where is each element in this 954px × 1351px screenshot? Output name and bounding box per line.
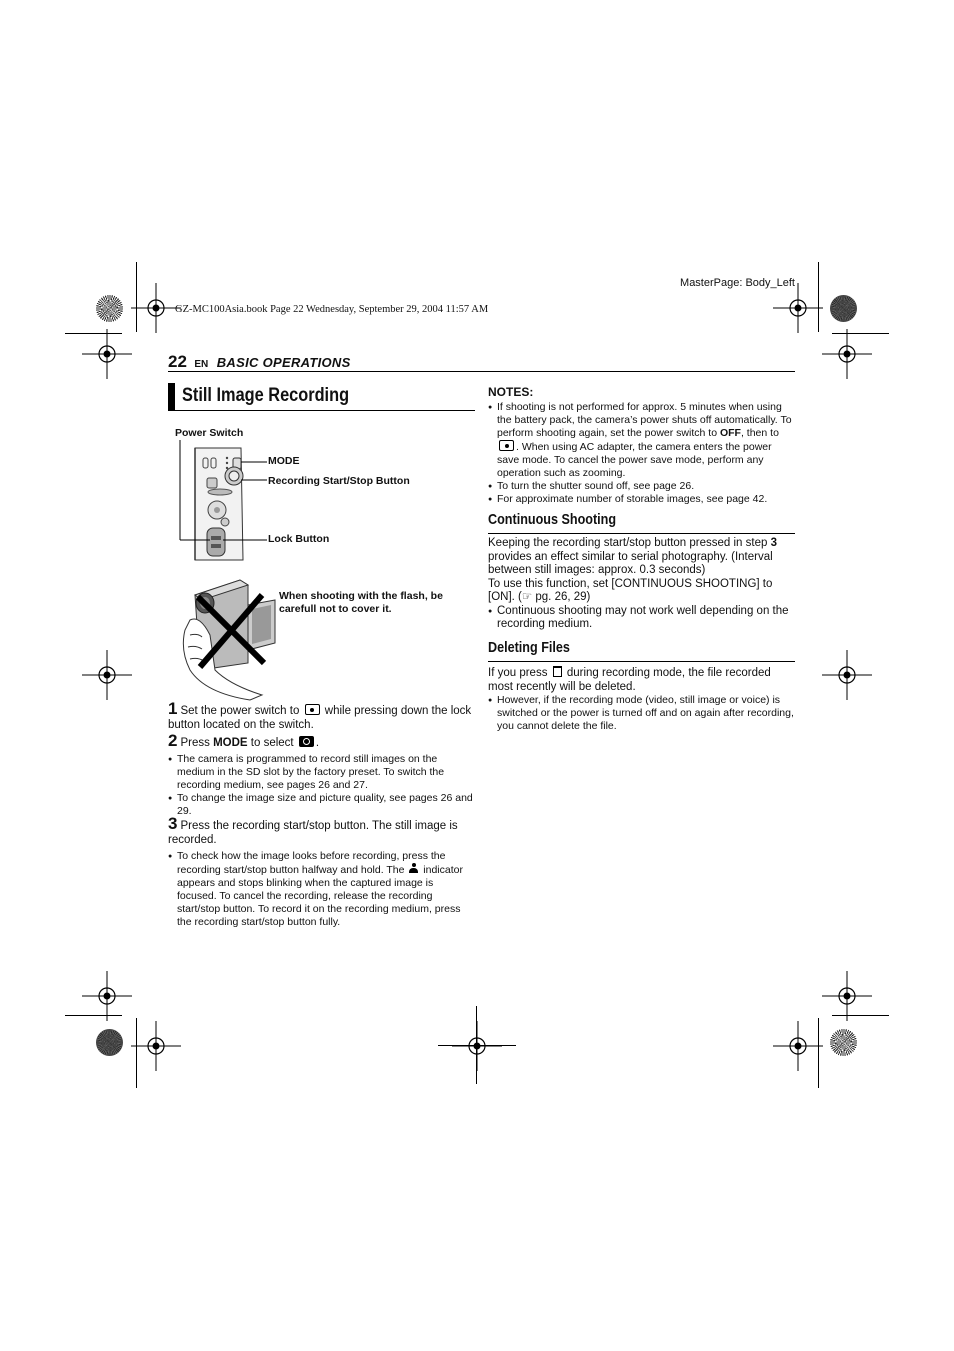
color-bar-mark	[96, 295, 123, 322]
step-number: 1	[168, 699, 178, 718]
page-title: Still Image Recording	[182, 385, 350, 406]
paragraph: If you press during recording mode, the file recorded most recently will be deleted.	[488, 667, 771, 693]
subhead-rule	[488, 661, 795, 662]
power-switch-label: Power Switch	[175, 427, 244, 439]
reference-icon: ☞	[521, 591, 533, 603]
masterpage-label: MasterPage: Body_Left	[680, 277, 795, 289]
camcorder-flash-illustration	[180, 575, 280, 703]
video-record-icon	[305, 704, 320, 715]
list-item: ● Continuous shooting may not work well depending on the recording medium.	[488, 605, 795, 632]
book-info-line: GZ-MC100Asia.book Page 22 Wednesday, September 29, 2004 11:57 AM	[175, 304, 489, 315]
flash-warning-note: When shooting with the flash, be carefull not to cover it.	[279, 590, 443, 615]
registration-mark	[822, 971, 872, 1021]
step-3: 3 Press the recording start/stop button. The still image is recorded.	[168, 814, 458, 846]
mode-label: MODE	[268, 455, 300, 467]
registration-mark	[131, 1021, 181, 1071]
rec-button-label: Recording Start/Stop Button	[268, 475, 410, 487]
registration-mark	[773, 283, 823, 333]
deleting-files-text	[488, 666, 795, 733]
step-number: 3	[168, 814, 178, 833]
video-record-icon	[499, 440, 514, 451]
registration-mark	[131, 283, 181, 333]
focus-indicator-icon	[409, 863, 418, 874]
registration-mark	[452, 1021, 502, 1071]
step-3-bullets	[168, 850, 475, 929]
list-item: ● However, if the recording mode (video, still image or voice) is switched or the power is turned off and on again after recording, you cannot delete the file.	[488, 694, 795, 733]
paragraph: Keeping the recording start/stop button pressed in step 3 provides an effect similar to serial photography. (Interval between still images: approx. 0.3 seconds)	[488, 537, 777, 576]
paragraph: To use this function, set [CONTINUOUS SHOOTING] to [ON]. (☞ pg. 26, 29)	[488, 577, 773, 603]
step-2: 2 Press MODE to select .	[168, 731, 320, 750]
page-header	[168, 352, 795, 372]
camcorder-side-illustration	[175, 440, 270, 565]
step-1: 1 Set the power switch to while pressing down the lock button located on the switch.	[168, 699, 472, 731]
list-item: ● The camera is programmed to record still images on the medium in the SD slot by the factory preset. To switch the recording medium, see pages 26 and 27.	[168, 753, 475, 792]
color-bar-mark	[96, 1029, 123, 1056]
registration-mark	[82, 329, 132, 379]
color-bar-mark	[830, 1029, 857, 1056]
header-rule	[168, 371, 795, 372]
language-code: EN	[194, 359, 209, 370]
list-item: ● To check how the image looks before recording, press the recording start/stop button halfway and hold. The indicator appears and stops blinking when the captured image is focused. To cancel the recording, release the recording start/stop button. To record it on the recording medium, press the recording start/stop button fully.	[168, 850, 475, 929]
list-item: ● If shooting is not performed for approx. 5 minutes when using the battery pack, the camera’s power shuts off automatically. To perform shooting again, set the power switch to OFF, then to . When using AC adapter, the camera enters the power save mode. To cancel the power save mode, perform any operation such as zooming.	[488, 401, 795, 480]
lock-button-label: Lock Button	[268, 533, 330, 545]
notes-list	[488, 401, 795, 506]
notes-heading: NOTES:	[488, 385, 534, 399]
title-marker	[168, 383, 175, 410]
crop-line	[438, 1045, 516, 1046]
page-number: 22	[168, 352, 187, 371]
list-item: ● To turn the shutter sound off, see page 26.	[488, 480, 795, 493]
registration-mark	[82, 971, 132, 1021]
list-item: ● For approximate number of storable images, see page 42.	[488, 493, 795, 506]
trash-icon	[553, 666, 562, 677]
continuous-shooting-text	[488, 537, 795, 632]
registration-mark	[773, 1021, 823, 1071]
crop-line	[476, 1006, 477, 1084]
registration-mark	[82, 650, 132, 700]
step-2-bullets	[168, 753, 475, 818]
deleting-files-heading: Deleting Files	[488, 639, 570, 656]
section-title: BASIC OPERATIONS	[216, 355, 351, 370]
list-item: ● To change the image size and picture quality, see pages 26 and 29.	[168, 792, 475, 818]
continuous-shooting-heading: Continuous Shooting	[488, 511, 617, 528]
registration-mark	[822, 650, 872, 700]
color-bar-mark	[830, 295, 857, 322]
registration-mark	[822, 329, 872, 379]
camera-icon	[299, 736, 314, 747]
step-number: 2	[168, 731, 178, 750]
title-rule	[168, 410, 475, 411]
subhead-rule	[488, 533, 795, 534]
